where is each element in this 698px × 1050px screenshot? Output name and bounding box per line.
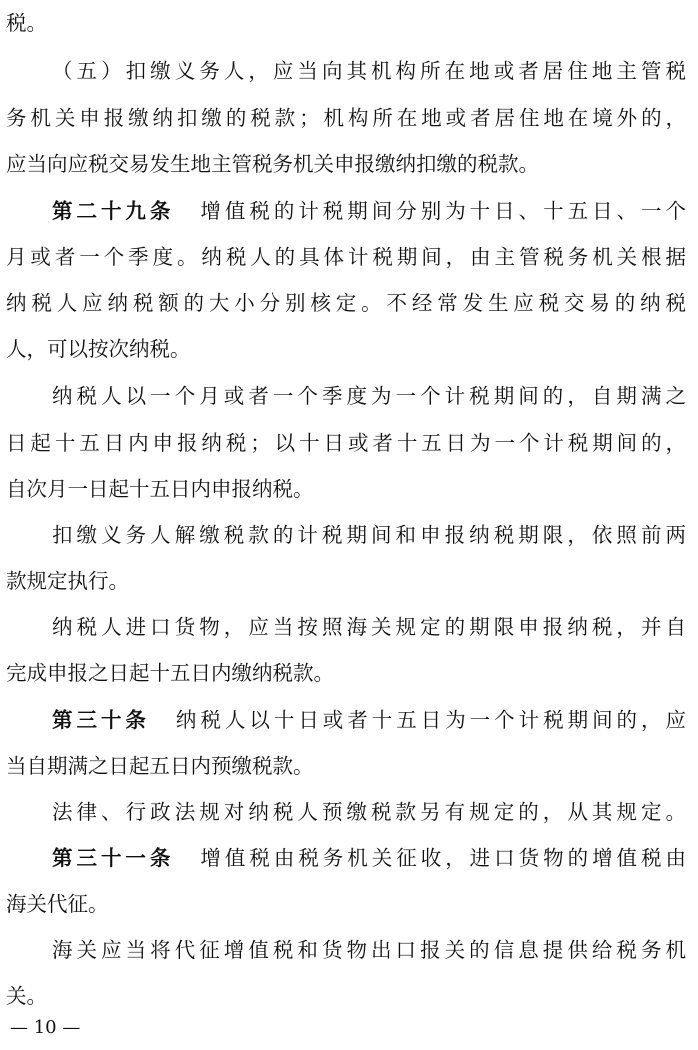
paragraph-line: 月或者一个季度。纳税人的具体计税期间，由主管税务机关根据: [6, 245, 686, 269]
paragraph-line: 海关应当将代征增值税和货物出口报关的信息提供给税务机: [52, 938, 686, 962]
article-29-number: 第二十九条: [52, 199, 175, 223]
paragraph-line: 关。: [6, 984, 47, 1008]
paragraph-line: 纳税人应纳税额的大小分别核定。不经常发生应税交易的纳税: [6, 291, 686, 315]
paragraph-line: 完成申报之日起十五日内缴纳税款。: [6, 661, 334, 685]
paragraph-line: 海关代征。: [6, 892, 109, 916]
paragraph-line-text: 增值税的计税期间分别为十日、十五日、一个: [200, 199, 687, 223]
paragraph-line: 税。: [6, 11, 47, 35]
paragraph-line: 扣缴义务人解缴税款的计税期间和申报纳税期限，依照前两: [52, 523, 686, 547]
paragraph-line: 自次月一日起十五日内申报纳税。: [6, 477, 314, 501]
paragraph-line: 纳税人进口货物，应当按照海关规定的期限申报纳税，并自: [52, 615, 686, 639]
article-29-heading-line: [52, 196, 686, 226]
article-30-number: 第三十条: [52, 708, 150, 732]
paragraph-line: 当自期满之日起五日内预缴税款。: [6, 754, 314, 778]
paragraph-line: 款规定执行。: [6, 569, 129, 593]
page-number: — 10 —: [10, 1017, 81, 1038]
article-30-heading-line: [52, 705, 686, 735]
paragraph-line: （五）扣缴义务人，应当向其机构所在地或者居住地主管税: [52, 59, 686, 83]
article-31-heading-line: [52, 843, 686, 873]
article-31-number: 第三十一条: [52, 846, 175, 870]
paragraph-line: 法律、行政法规对纳税人预缴税款另有规定的，从其规定。: [52, 800, 686, 824]
paragraph-line: 纳税人以一个月或者一个季度为一个计税期间的，自期满之: [52, 384, 686, 408]
paragraph-line: 人，可以按次纳税。: [6, 337, 191, 361]
paragraph-line: 务机关申报缴纳扣缴的税款；机构所在地或者居住地在境外的，: [6, 106, 686, 130]
paragraph-line: 日起十五日内申报纳税；以十日或者十五日为一个计税期间的，: [6, 431, 686, 455]
paragraph-line-text: 增值税由税务机关征收，进口货物的增值税由: [200, 846, 687, 870]
paragraph-line-text: 纳税人以十日或者十五日为一个计税期间的，应: [175, 708, 687, 732]
paragraph-line: 应当向应税交易发生地主管税务机关申报缴纳扣缴的税款。: [6, 152, 539, 176]
